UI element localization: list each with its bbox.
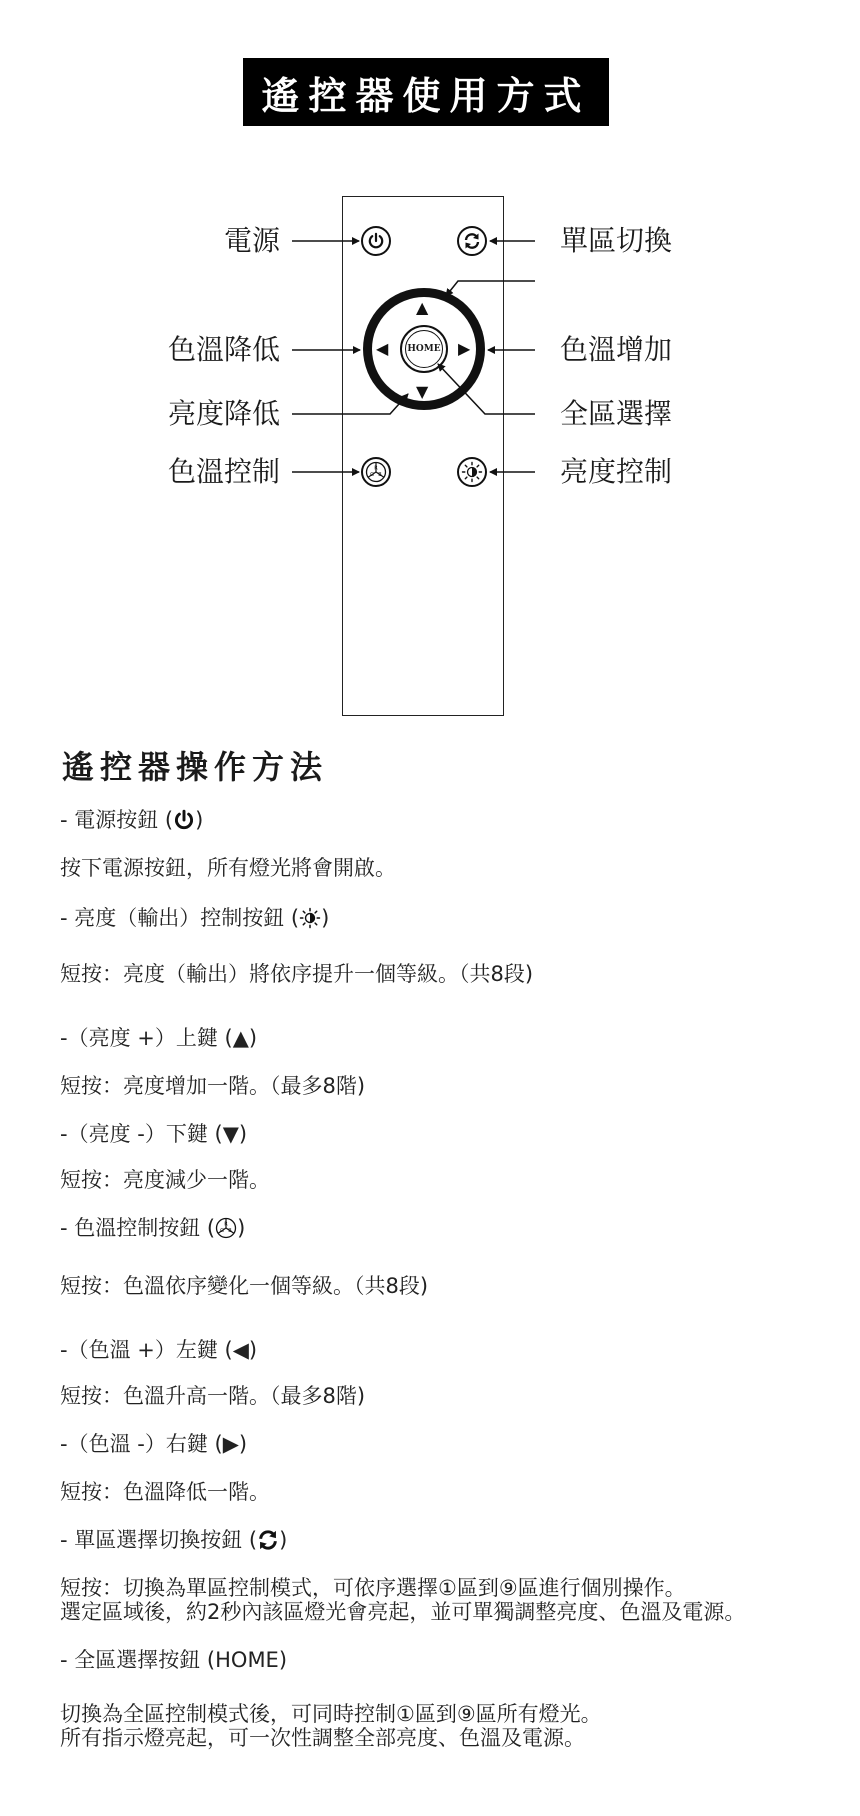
instruction-power-heading [60, 808, 203, 832]
label-zone-switch: 單區切換 [560, 224, 673, 257]
refresh-icon [257, 1529, 279, 1551]
instruction-bright-desc: 短按：亮度（輸出）將依序提升一個等級。（共8段) [60, 962, 534, 986]
instruction-ct-down-heading: -（色溫 -）右鍵 (▶) [60, 1432, 248, 1456]
label-bright-down: 亮度降低 [167, 397, 280, 430]
instruction-bright-down-heading: -（亮度 -）下鍵 (▼) [60, 1122, 248, 1146]
label-ct-control: 色溫控制 [167, 455, 280, 488]
instruction-ct-heading [60, 1216, 245, 1240]
instruction-text: ) [237, 1216, 246, 1240]
label-power: 電源 [223, 224, 280, 257]
instruction-text: ) [321, 906, 330, 930]
color-temp-icon [215, 1217, 237, 1239]
instruction-ct-down-desc: 短按：色溫降低一階。 [60, 1480, 270, 1504]
instruction-all-desc-1: 切換為全區控制模式後，可同時控制①區到⑨區所有燈光。 [60, 1702, 602, 1726]
instruction-all-heading: - 全區選擇按鈕 (HOME) [60, 1648, 288, 1672]
instruction-bright-heading [60, 906, 329, 930]
instruction-all-desc-2: 所有指示燈亮起，可一次性調整全部亮度、色溫及電源。 [60, 1726, 585, 1750]
instruction-text: - 電源按鈕 ( [60, 808, 174, 832]
label-all-select: 全區選擇 [560, 397, 673, 430]
up-arrow-icon: ▲ [416, 298, 429, 317]
home-label: HOME [405, 330, 443, 368]
instruction-text: ) [279, 1528, 288, 1552]
instruction-zone-desc-2: 選定區域後，約2秒內該區燈光會亮起，並可單獨調整亮度、色溫及電源。 [60, 1600, 746, 1624]
page-title: 遙控器使用方式 [243, 58, 609, 126]
instruction-bright-up-heading: -（亮度 +）上鍵 (▲) [60, 1026, 258, 1050]
instruction-zone-desc-1: 短按：切換為單區控制模式，可依序選擇①區到⑨區進行個別操作。 [60, 1576, 686, 1600]
instruction-text: - 單區選擇切換按鈕 ( [60, 1528, 258, 1552]
svg-text:B: B [228, 1228, 232, 1234]
down-arrow-icon: ▼ [416, 382, 429, 401]
section-title: 遙控器操作方法 [62, 748, 329, 786]
right-arrow-icon: ▶ [458, 339, 471, 358]
instruction-bright-up-desc: 短按：亮度增加一階。（最多8階) [60, 1074, 366, 1098]
instruction-text: - 色溫控制按鈕 ( [60, 1216, 216, 1240]
instruction-text: - 亮度（輸出）控制按鈕 ( [60, 906, 300, 930]
svg-text:R: R [224, 1221, 228, 1228]
svg-text:R: R [374, 465, 378, 472]
instruction-bright-down-desc: 短按：亮度減少一階。 [60, 1168, 270, 1192]
instruction-zone-heading [60, 1528, 287, 1552]
brightness-icon [299, 907, 321, 929]
label-bright-control: 亮度控制 [560, 455, 673, 488]
svg-text:G: G [220, 1228, 225, 1234]
instruction-text: ) [195, 808, 204, 832]
label-ct-down: 色溫降低 [167, 333, 280, 366]
instruction-power-desc: 按下電源按鈕，所有燈光將會開啟。 [60, 856, 396, 880]
instruction-ct-up-heading: -（色溫 +）左鍵 (◀) [60, 1338, 258, 1362]
svg-text:G: G [370, 472, 374, 478]
left-arrow-icon: ◀ [376, 339, 389, 358]
instruction-ct-desc: 短按：色溫依序變化一個等級。（共8段) [60, 1274, 429, 1298]
instruction-ct-up-desc: 短按：色溫升高一階。（最多8階) [60, 1384, 366, 1408]
svg-text:B: B [378, 472, 382, 478]
label-ct-up: 色溫增加 [560, 333, 673, 366]
power-icon [173, 809, 195, 831]
